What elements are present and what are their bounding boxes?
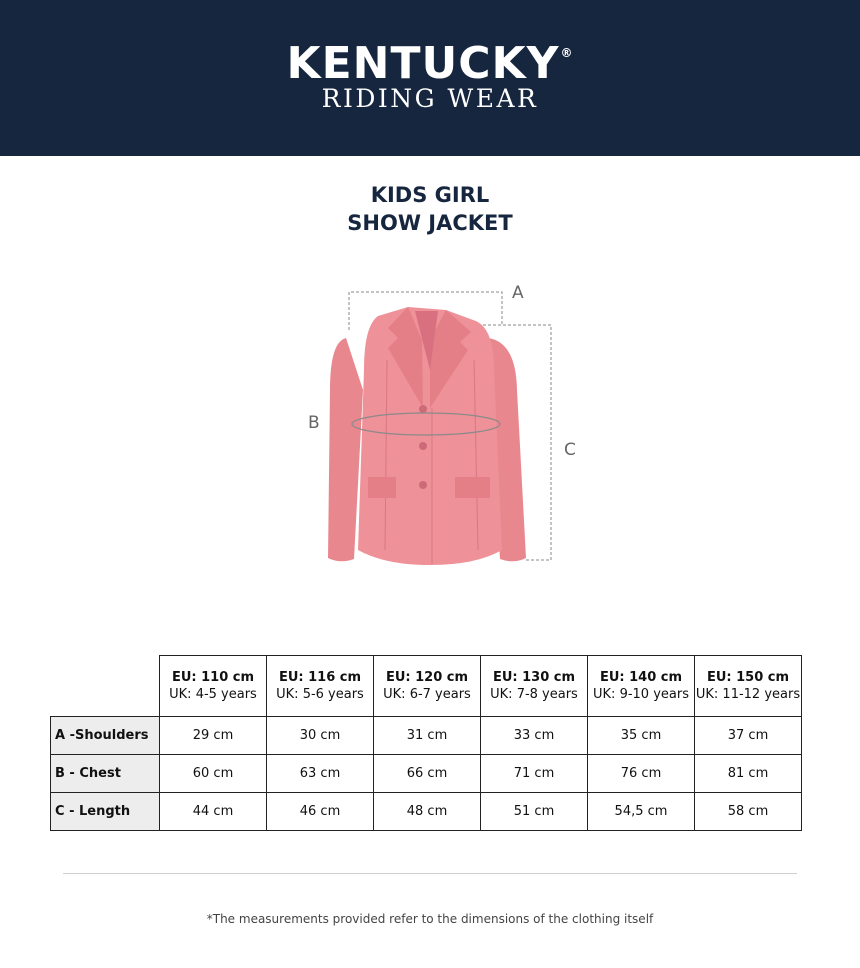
eu-size: EU: 120 cm [385, 670, 469, 685]
brand-logo [0, 38, 860, 89]
table-cell: 29 cm [160, 717, 267, 755]
uk-size: UK: 5-6 years [276, 687, 364, 702]
table-cell: 71 cm [481, 755, 588, 793]
size-column-header [160, 656, 267, 717]
table-cell: 81 cm [695, 755, 802, 793]
product-title [0, 181, 860, 237]
table-cell: 33 cm [481, 717, 588, 755]
table-cell: 60 cm [160, 755, 267, 793]
table-cell: 37 cm [695, 717, 802, 755]
table-cell: 44 cm [160, 793, 267, 831]
table-cell: 76 cm [588, 755, 695, 793]
size-column-header [374, 656, 481, 717]
uk-size: UK: 9-10 years [593, 687, 689, 702]
table-cell: 58 cm [695, 793, 802, 831]
size-header-row [51, 656, 802, 717]
table-cell: 63 cm [267, 755, 374, 793]
brand-header [0, 0, 860, 156]
uk-size: UK: 6-7 years [383, 687, 471, 702]
divider [63, 873, 797, 874]
uk-size: UK: 4-5 years [169, 687, 257, 702]
table-row-chest [51, 755, 802, 793]
uk-size: UK: 11-12 years [695, 687, 801, 702]
jacket-illustration [328, 307, 526, 565]
jacket-button [419, 481, 427, 489]
table-corner [51, 656, 160, 717]
jacket-button [419, 442, 427, 450]
eu-size: EU: 150 cm [706, 670, 790, 685]
row-label: B - Chest [51, 755, 160, 793]
table-row-shoulders [51, 717, 802, 755]
uk-size: UK: 7-8 years [490, 687, 578, 702]
brand-subtitle: RIDING WEAR [321, 84, 539, 113]
label-a: A [512, 283, 524, 303]
size-column-header [481, 656, 588, 717]
size-column-header [695, 656, 802, 717]
eu-size: EU: 110 cm [171, 670, 255, 685]
size-chart-table [50, 655, 802, 831]
jacket-measurement-diagram [290, 280, 600, 580]
eu-size: EU: 116 cm [278, 670, 362, 685]
row-label: C - Length [51, 793, 160, 831]
eu-size: EU: 140 cm [599, 670, 683, 685]
eu-size: EU: 130 cm [492, 670, 576, 685]
table-cell: 54,5 cm [588, 793, 695, 831]
table-cell: 30 cm [267, 717, 374, 755]
table-cell: 48 cm [374, 793, 481, 831]
label-b: B [308, 413, 320, 433]
footnote: *The measurements provided refer to the dimensions of the clothing itself [206, 912, 654, 926]
size-column-header [267, 656, 374, 717]
table-row-length [51, 793, 802, 831]
jacket-button [419, 405, 427, 413]
table-cell: 51 cm [481, 793, 588, 831]
size-column-header [588, 656, 695, 717]
table-cell: 66 cm [374, 755, 481, 793]
brand-name: KENTUCKY [286, 38, 560, 89]
table-cell: 35 cm [588, 717, 695, 755]
registered-mark: ® [560, 46, 574, 60]
product-title-line-2: SHOW JACKET [347, 211, 513, 235]
table-cell: 46 cm [267, 793, 374, 831]
product-title-line-1: KIDS GIRL [370, 183, 490, 207]
label-c: C [564, 440, 576, 460]
table-cell: 31 cm [374, 717, 481, 755]
row-label: A -Shoulders [51, 717, 160, 755]
